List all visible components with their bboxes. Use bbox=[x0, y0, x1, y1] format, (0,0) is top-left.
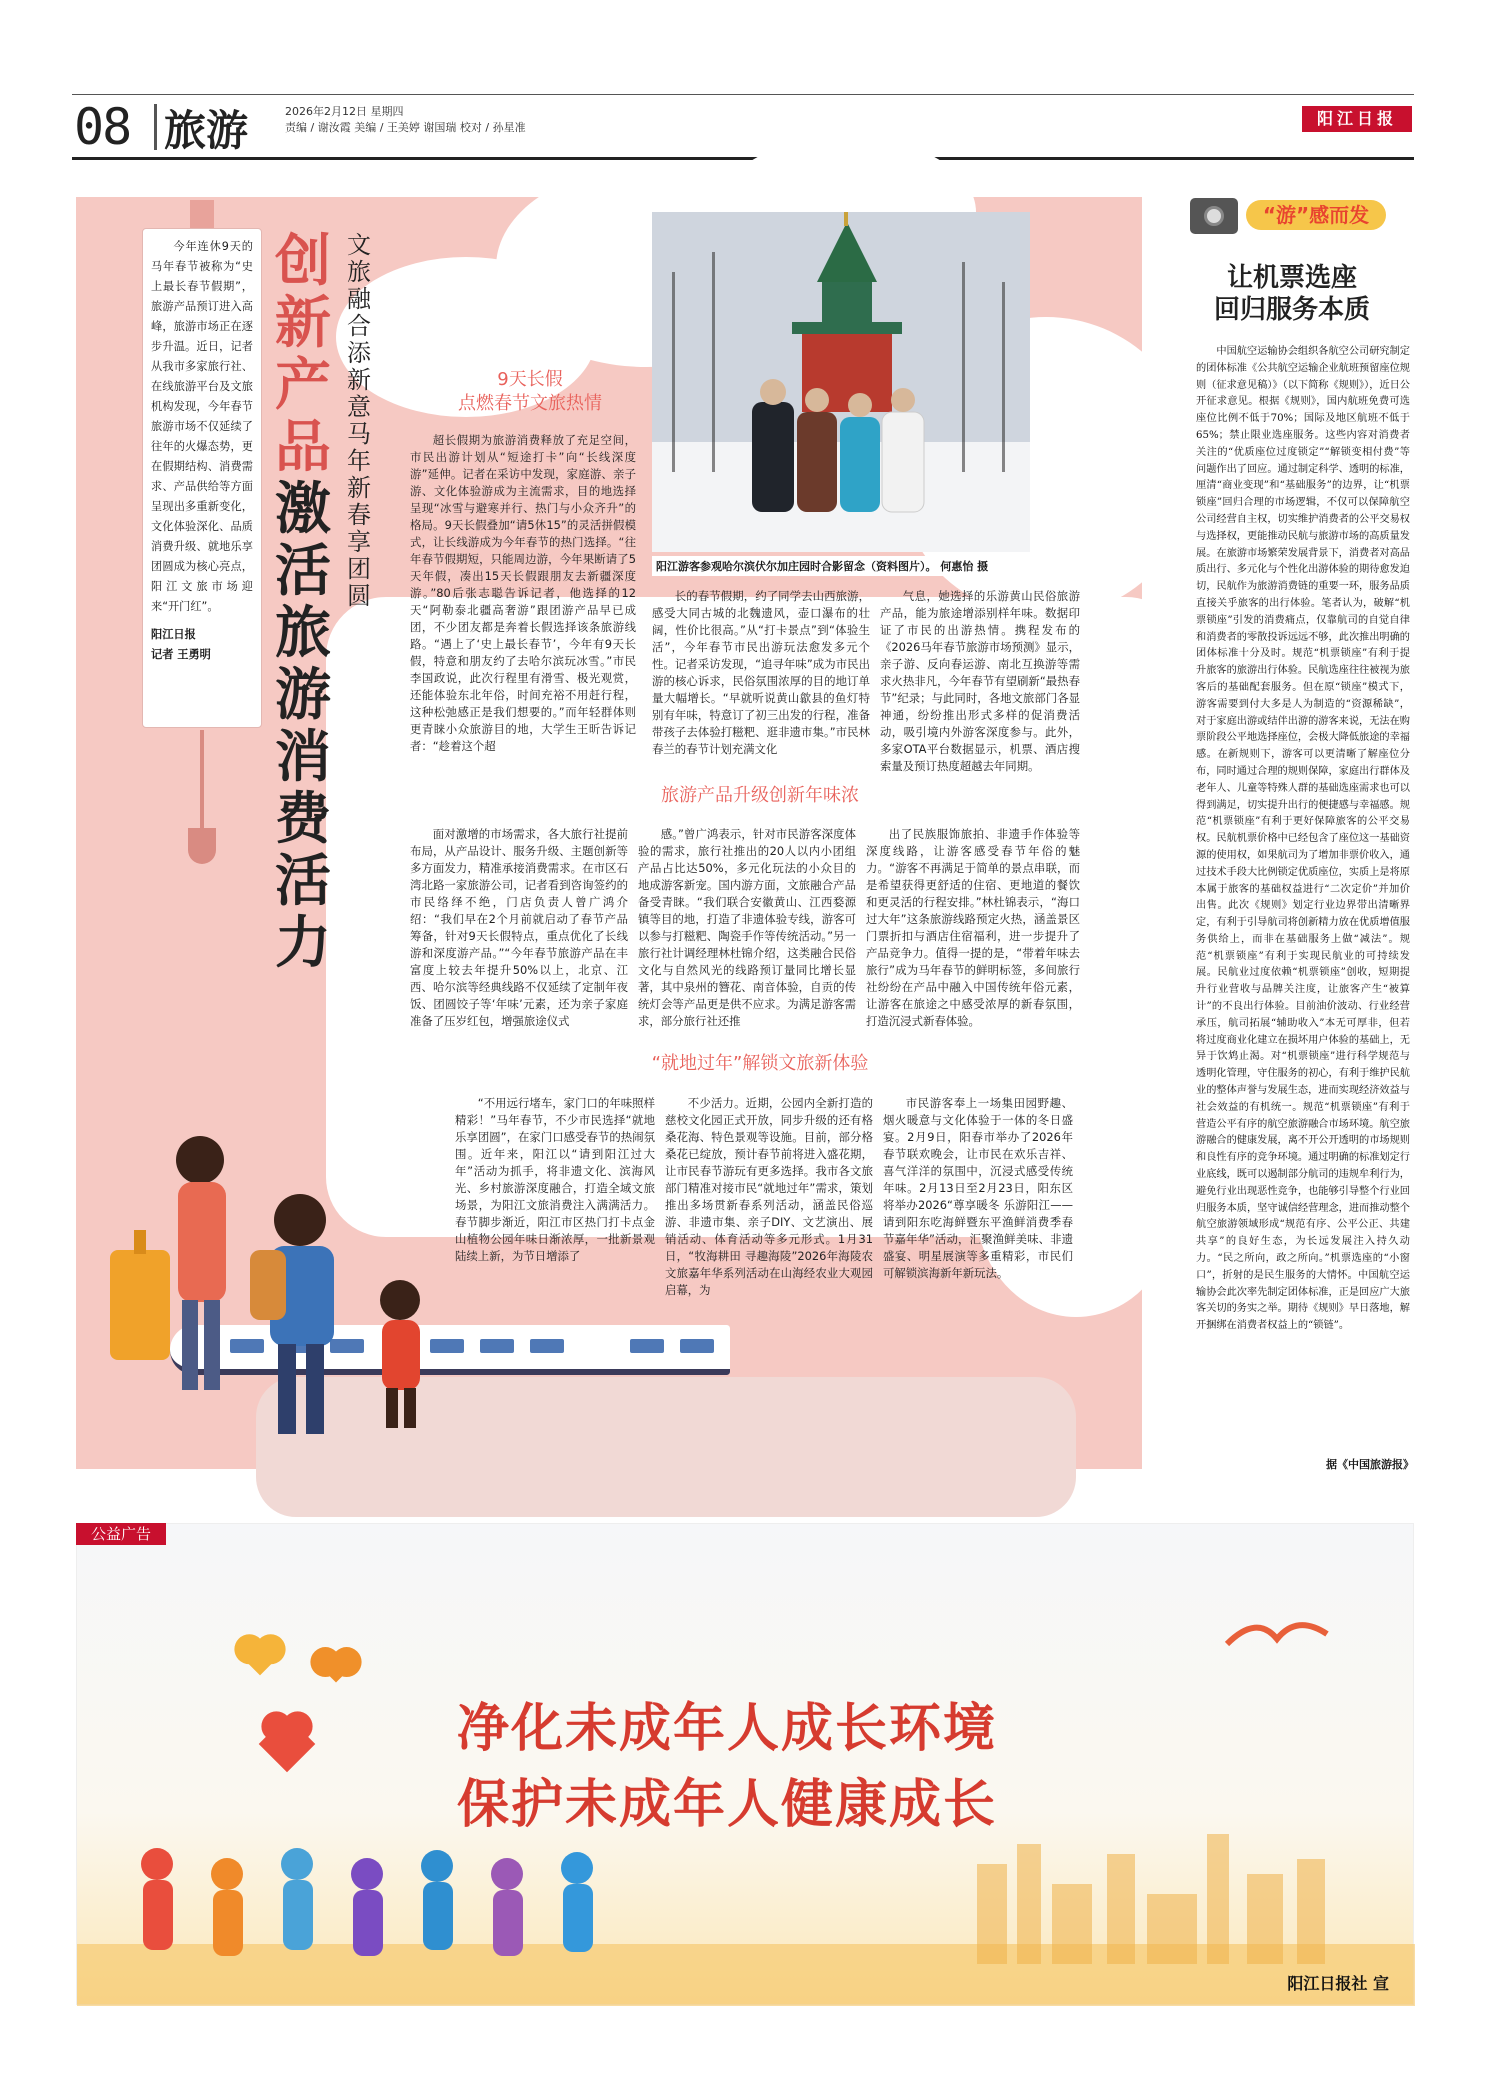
headline-line1: 创新产品 bbox=[275, 228, 331, 480]
header-meta bbox=[285, 104, 526, 136]
camera-icon bbox=[1190, 198, 1238, 234]
sidebar-column-name: “游”感而发 bbox=[1246, 200, 1386, 230]
section2-heading: 旅游产品升级创新年味浓 bbox=[661, 785, 859, 806]
section3-heading: “就地过年”解锁文旅新体验 bbox=[651, 1053, 869, 1074]
header-top-rule bbox=[72, 94, 1414, 95]
section1-heading bbox=[420, 368, 640, 416]
headline-line2: 激活旅游消费活力 bbox=[275, 476, 331, 976]
sidebar-title bbox=[1172, 262, 1412, 326]
sidebar-title-line2: 回归服务本质 bbox=[1213, 295, 1370, 325]
ad-slogan-line1: 净化未成年人成长环境 bbox=[457, 1698, 998, 1759]
byline-source: 阳江日报 bbox=[151, 628, 196, 641]
section1-col3: 气息，她选择的乐游黄山民俗旅游产品，能为旅途增添别样年味。数据印证了市民的出游热情。携程发布的《2026马年春节旅游市场预测》显示，亲子游、反向春运游、南北互换游等需求火热非凡，今年春节有望刷新“最热春节”纪录；与此同时，各地文旅部门各显神通，纷纷推出形式多样的促消费活动，吸引境内外游客深度参与。此外，多家OTA平台数据显示，机票、酒店搜索量及预订热度超越去年同期。 bbox=[880, 589, 1080, 773]
section3-col2: 不少活力。近期，公园内全新打造的慈校文化园正式开放，同步升级的还有格桑花海、特色景观等设施。目前，部分格桑花已绽放，预计春节前将进入盛花期，让市民春节游玩有更多选择。我市各文旅部门精准对接市民“就地过年”需求，策划推出多场贯新春系列活动，涵盖民俗巡游、非遗市集、亲子DIY、文艺演出、展销活动、体育活动等多元形式。1月31日，“牧海耕田 寻趣海陵”2026年海陵农文旅嘉年华系列活动在山海经农业大观园启幕，为 bbox=[665, 1096, 873, 1297]
ad-slogan-line2: 保护未成年人健康成长 bbox=[457, 1774, 998, 1835]
section-name: 旅游 bbox=[164, 106, 249, 155]
bottle-neck-decor bbox=[190, 200, 214, 230]
heart-icon bbox=[259, 1716, 316, 1773]
byline-reporter: 记者 王勇明 bbox=[151, 648, 211, 661]
lead-box bbox=[142, 228, 262, 728]
section2-col2: 感。”曾广鸿表示，针对市民游客深度体验的需求，旅行社推出的20人以内小团组产品占比达50%，多元化玩法的小众目的地成游客新宠。国内游方面，文旅融合产品备受青睐。“我们联合安徽黄山、江西婺源镇等目的地，打造了非遗体验专线，游客可以参与打糍粑、陶瓷手作等传统活动。”另一旅行社计调经理林杜锦介绍，这类融合民俗文化与自然风光的线路预订量同比增长显著，其中泉州的簪花、南音体验，自贡的传统灯会等产品更是供不应求。为满足游客需求，部分旅行社还推 bbox=[638, 827, 856, 1028]
page-number: 08 bbox=[74, 98, 131, 156]
section1-heading-b: 点燃春节文旅热情 bbox=[458, 393, 602, 414]
photo-illustration bbox=[652, 212, 1030, 552]
heart-icon bbox=[320, 1651, 351, 1682]
bird-icon bbox=[1217, 1604, 1337, 1664]
train-window bbox=[680, 1339, 714, 1353]
issue-date: 2026年2月12日 星期四 bbox=[285, 105, 404, 118]
photo-caption: 阳江游客参观哈尔滨伏尔加庄园时合影留念（资料图片）。 何惠怡 摄 bbox=[652, 556, 1030, 576]
ad-tag: 公益广告 bbox=[76, 1523, 166, 1545]
public-service-ad bbox=[76, 1523, 1414, 2005]
bottle-string-decor bbox=[200, 730, 204, 830]
feature-photo bbox=[652, 212, 1030, 552]
feature-headline bbox=[268, 230, 338, 974]
section3-col3: 市民游客奉上一场集田园野趣、烟火暖意与文化体验于一体的冬日盛宴。2月9日，阳春市举办了2026年春节联欢晚会，让市民在欢乐吉祥、喜气洋洋的氛围中，沉浸式感受传统年味。2月13日至2月23日，阳东区将举办2026“尊享暖冬 乐游阳江——请到阳东吃海鲜暨东平渔鲜消费季春节嘉年华”活动，汇聚渔鲜美味、非遗盛宴、明星展演等多重精彩，市民们可解锁滨海新年新玩法。 bbox=[883, 1096, 1073, 1280]
train-window bbox=[530, 1339, 564, 1353]
sidebar-body: 中国航空运输协会组织各航空公司研究制定的团体标准《公共航空运输企业航班预留座位规则（征求意见稿）》（以下简称《规则》），近日公开征求意见。根据《规则》，国内航班免费可选座位比例不低于70%；国际及地区航班不低于65%；禁止限业选座服务。这些内容对消费者关注的“优质座位过度锁定”“解锁变相付费”等问题作出了回应。通过制定科学、透明的标准，厘清“商业变现”和“基础服务”的边界，让“机票锁座”回归合理的市场逻辑，不仅可以保障航空公司经营自主权，切实维护消费者的公平交易权与选择权，更能推动民航与旅游市场的高质量发展。在旅游市场繁荣发展背景下，消费者对高品质出行、多元化与个性化出游体验的期待愈发迫切，民航作为旅游消费链的重要一环，服务品质直接关乎旅客的出行体验。笔者认为，破解“机票锁座”引发的消费痛点，仅靠航司的自觉自律和消费者的零散投诉远远不够，此次推出明确的团体标准十分及时。规范“机票锁座”有利于提升旅客的旅游出行体验。民航选座往往被视为旅客后的基础配套服务。但在原“锁座”模式下，游客需要到付大多是人为制造的“资源稀缺”，对于家庭出游或结伴出游的游客来说，无法在购票阶段公平地选择座位，会极大降低旅途的幸福感。在新规则下，游客可以更清晰了解座位分布，同时通过合理的规则保障，家庭出行群体及老年人、儿童等特殊人群的基础选座需求也可以得到满足，切实提升出行的便捷感与幸福感。规范“机票锁座”有利于更好保障旅客的公平交易权。民航机票价格中已经包含了座位这一基础资源的使用权，如果航司为了增加非票价收入，通过技术手段大比例锁定优质座位，实质上是将原本属于旅客的基础权益进行“二次定价”并加价出售。此次《规则》划定行业边界带出清晰界定，有利于引导航司将创新精力放在优质增值服务供给上，而非在基础服务上做“减法”。规范“机票锁座”有利于实现民航业的可持续发展。民航业过度依赖“机票锁座”创收，短期提升行业营收与品牌关注度，让旅客产生“被算计”的不良出行体验。目前油价波动、行业经营承压，航司拓展“辅助收入”本无可厚非，但若将过度商业化建立在损坏用户体验的基础上，无异于饮鸩止渴。对“机票锁座”进行科学规范与透明化管理，守住服务的初心，有利于维护民航业的整体声誉与发展生态，进而实现经济效益与社会效益的有机统一。规范“机票锁座”有利于营造公平有序的航空旅游融合市场环境。航空旅游融合的健康发展，离不开公开透明的市场规则和良性有序的竞争环境。通过明确的标准划定行业底线，既可以遏制部分航司的违规牟利行为，避免行业出现恶性竞争，也能够引导整个行业回归服务本质，坚守诚信经营理念，进而推动整个航空旅游领域形成“规范有序、公平公正、共建共享”的良好生态，为长远发展注入持久动力。“民之所向，政之所向。”机票选座的“小窗口”，折射的是民生服务的大情怀。中国航空运输协会此次率先制定团体标准，正是回应广大旅客关切的务实之举。期待《规则》早日落地，解开捆绑在消费者权益上的“锁链”。 bbox=[1196, 346, 1410, 1332]
children-silhouette-illustration bbox=[77, 1824, 1415, 2006]
feature-subtitle: 文旅融合添新意 马年新春享团圆 bbox=[347, 231, 371, 610]
section3-col1: “不用远行堵车，家门口的年味照样精彩！”马年春节，不少市民选择“就地乐享团圆”，在家门口感受春节的热闹氛围。近年来，阳江以“请到阳江过大年”活动为抓手，将非遗文化、滨海风光、乡村旅游深度融合，打造全域文旅场景，为阳江文旅消费注入满满活力。春节脚步渐近，阳江市区热门打卡点金山植物公园年味日渐浓厚，一批新景观陆续上新，为节日增添了 bbox=[455, 1096, 655, 1263]
section2-col1: 面对激增的市场需求，各大旅行社提前布局，从产品设计、服务升级、主题创新等多方面发力，精准承接消费需求。在市区石湾北路一家旅游公司，记者看到咨询签约的市民络绎不绝，门店负责人曾广鸿介绍：“我们早在2个月前就启动了春节产品筹备，针对9天长假特点，重点优化了长线游和深度游产品。”“今年春节旅游产品在丰富度上较去年提升50%以上，北京、江西、哈尔滨等经典线路不仅延续了定制年夜饭、团圆饺子等‘年味’元素，还为亲子家庭准备了压岁红包，增强旅途仪式 bbox=[410, 827, 628, 1028]
header-rule bbox=[72, 157, 1414, 160]
ad-credit: 阳江日报社 宣 bbox=[1287, 1974, 1389, 1993]
section1-col1: 超长假期为旅游消费释放了充足空间，市民出游计划从“短途打卡”向“长线深度游”延伸。记者在采访中发现，家庭游、亲子游、文化体验游成为主流需求，目的地选择呈现“冰雪与避寒并行、热门与小众齐升”的格局。9天长假叠加“请5休15”的灵活拼假模式，让长线游成为今年春节的热门选择。“往年春节假期短，只能周边游，今年果断请了5天年假，凑出15天长假跟朋友去新疆深度游。”80后张志聪告诉记者，他选择的12天“阿勒泰北疆高奢游”跟团游产品早已成团，不少团友都是奔着长假选择该条旅游线路。“遇上了‘史上最长春节’，今年有9天长假，特意和朋友约了去哈尔滨玩冰雪。”市民李国政说，此次行程里有滑雪、极光观赏，还能体验东北年俗，时间充裕不用赶行程，这种松弛感正是我们想要的。”而年轻群体则更青睐小众旅游目的地，大学生王昕告诉记者：“趁着这个超 bbox=[410, 433, 636, 753]
section2-col3: 出了民族服饰旅拍、非遗手作体验等深度线路，让游客感受春节年俗的魅力。“游客不再满足于简单的景点串联，而是希望获得更舒适的住宿、更地道的餐饮和更灵活的行程安排。”林杜锦表示，“海口过大年”这条旅游线路预定火热，涵盖景区门票折扣与酒店住宿福利，进一步提升了产品竞争力。值得一提的是，“带着年味去旅行”成为马年春节的鲜明标签，多间旅行社纷纷在产品中融入中国传统年俗元素，让游客在旅途之中感受浓厚的新春氛围，打造沉浸式新春体验。 bbox=[866, 827, 1080, 1028]
header-divider bbox=[154, 104, 157, 150]
bottle-tip-decor bbox=[188, 828, 216, 864]
editor-credits: 责编 / 谢汝霞 美编 / 王美婷 谢国瑞 校对 / 孙星准 bbox=[285, 121, 526, 134]
section1-heading-a: 9天长假 bbox=[497, 369, 563, 390]
lead-text: 今年连休9天的马年春节被称为“史上最长春节假期”，旅游产品预订进入高峰，旅游市场正在逐步升温。近日，记者从我市多家旅行社、在线旅游平台及文旅机构发现，今年春节旅游市场不仅延续了往年的火爆态势，更在假期结构、消费需求、产品供给等方面呈现出多重新变化，文化体验深化、品质消费升级、就地乐享团圆成为核心亮点，阳江文旅市场迎来“开门红”。 bbox=[151, 240, 253, 613]
heart-icon bbox=[242, 1639, 279, 1676]
sidebar-source: 据《中国旅游报》 bbox=[1326, 1458, 1414, 1471]
paper-logo: 阳江日报 bbox=[1302, 106, 1412, 132]
train-window bbox=[630, 1339, 664, 1353]
sidebar-title-line1: 让机票选座 bbox=[1226, 263, 1357, 293]
family-travel-illustration bbox=[90, 1100, 490, 1440]
section1-col2: 长的春节假期，约了同学去山西旅游，感受大同古城的北魏遗风，壶口瀑布的壮阔，性价比很高。”从“打卡景点”到“体验生活”，今年春节市民出游玩法愈发多元个性。记者采访发现，“追寻年味”成为市民出游的核心诉求，民俗氛围浓厚的目的地订单量大幅增长。“早就听说黄山歙县的鱼灯特别有年味，特意订了初三出发的行程，准备带孩子去体验打糍粑、逛非遗市集。”市民林春兰的春节计划充满文化 bbox=[652, 589, 870, 756]
